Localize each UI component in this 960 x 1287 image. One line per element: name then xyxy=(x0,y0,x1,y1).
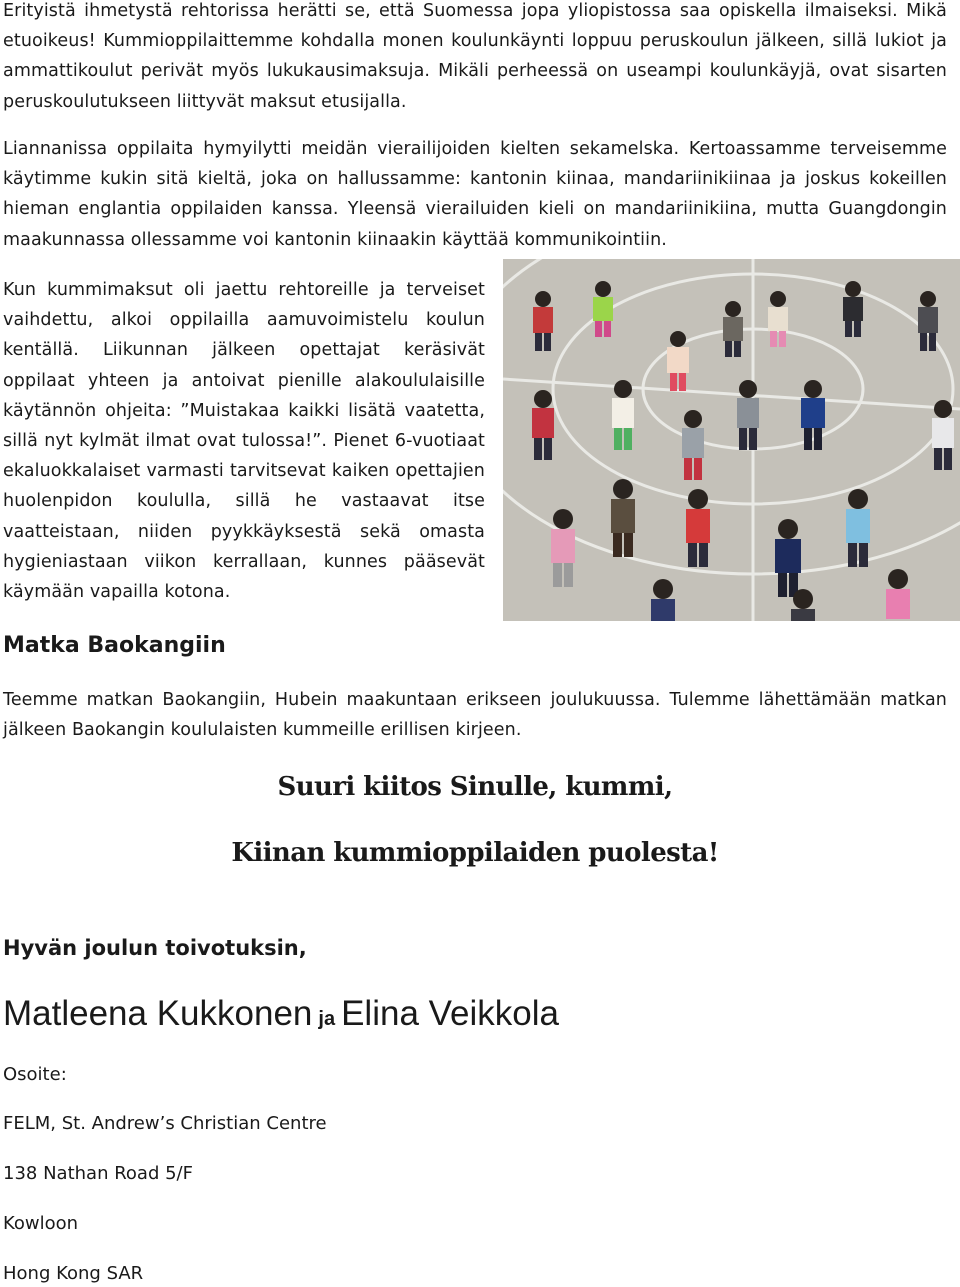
address-label: Osoite: xyxy=(3,1064,67,1085)
thanks-line-2: Kiinan kummioppilaiden puolesta! xyxy=(231,838,719,868)
paragraph-tuition: Erityistä ihmetystä rehtorissa herätti se, että Suomessa jopa yliopistossa saa opiskella ilmaiseksi. Mikä etuoikeus! Kummioppilaittemme kohdalla monen koulunkäynti loppuu peruskoulun jälkeen, sillä lukiot ja ammattikoulut perivät myös lukukausimaksuja. Mikäli perheessä on useampi koulunkäyjä, ovat sisarten peruskoulutukseen liittyvät maksut etusijalla. xyxy=(3,1,947,112)
schoolyard-photo-illustration xyxy=(503,259,960,621)
greeting: Hyvän joulun toivotuksin, xyxy=(3,936,307,960)
paragraph-morning-exercise: Kun kummimaksut oli jaettu rehtoreille ja terveiset vaihdettu, alkoi oppilailla aamuvoimistelu koulun kentällä. Liikunnan jälkeen opettajat keräsivät oppilaat yhteen ja antoivat pienille alakoululaisille käytännön ohjeita: ”Muistakaa kaikki lisätä vaatetta, sillä nyt kylmät ilmat ovat tulossa!”. Pienet 6-vuotiaat ekaluokkalaiset varmasti tarvitsevat kaiken opettajien huolenpidon koululla, sillä he vastaavat itse vaatteistaan, niiden pyykkäyksestä sekä omasta hygieniastaan viikon kerrallaan, kunnes pääsevät käymään vapailla kotona. xyxy=(3,280,485,603)
signers xyxy=(3,992,559,1041)
address-line-3: Kowloon xyxy=(3,1213,79,1234)
signer-1: Matleena Kukkonen xyxy=(3,994,313,1033)
paragraph-languages: Liannanissa oppilaita hymyilytti meidän vierailijoiden kielten sekamelska. Kertoassamme terveisemme käytimme kukin sitä kieltä, joka on hallussamme: kantonin kiinaa, mandariinikiinaa ja joskus kokeillen hieman englantia oppilaiden kanssa. Yleensä vierailuiden kieli on mandariinikiina, mutta Guangdongin maakunnassa ollessamme voi kantonin kiinaakin käyttää kommunikointiin. xyxy=(3,139,947,250)
paragraph-trip: Teemme matkan Baokangiin, Hubein maakuntaan erikseen joulukuussa. Tulemme lähettämään matkan jälkeen Baokangin koululaisten kummeille erillisen kirjeen. xyxy=(3,690,947,741)
address-line-1: FELM, St. Andrew’s Christian Centre xyxy=(3,1113,327,1134)
thanks-line-1: Suuri kiitos Sinulle, kummi, xyxy=(277,772,673,802)
signer-2: Elina Veikkola xyxy=(341,994,559,1033)
address-line-2: 138 Nathan Road 5/F xyxy=(3,1163,193,1184)
section-heading: Matka Baokangiin xyxy=(3,633,226,658)
schoolyard-photo xyxy=(503,259,960,621)
address-line-4: Hong Kong SAR xyxy=(3,1263,144,1284)
signer-joiner: ja xyxy=(318,1008,336,1030)
